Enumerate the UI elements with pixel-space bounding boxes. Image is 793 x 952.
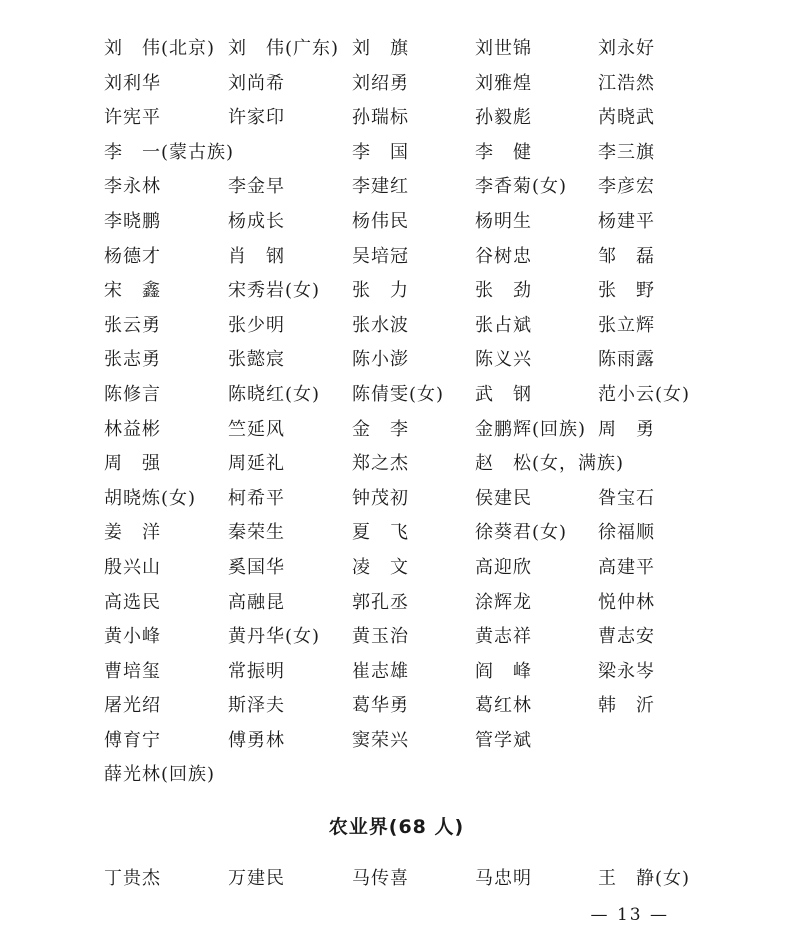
person-name: 刘永好 (598, 38, 655, 59)
person-name: 徐葵君(女) (475, 522, 568, 544)
person-name: 侯建民 (475, 487, 532, 509)
person-name: 陈修言 (104, 383, 161, 405)
person-name: 黄丹华(女) (228, 626, 321, 648)
person-name: 刘 旗 (352, 38, 409, 59)
person-name: 昝宝石 (598, 487, 655, 509)
person-name: 陈晓红(女) (228, 383, 321, 405)
name-row (104, 309, 744, 344)
page-number: — 13 — (590, 905, 669, 925)
name-row (104, 551, 744, 586)
person-name: 张云勇 (104, 314, 161, 336)
person-name: 万建民 (228, 868, 285, 889)
person-name: 竺延风 (228, 418, 285, 440)
person-name: 张占斌 (475, 314, 532, 336)
person-name: 郑之杰 (352, 453, 409, 475)
person-name: 管学斌 (475, 729, 532, 751)
name-row (104, 586, 744, 621)
person-name: 林益彬 (104, 418, 161, 440)
person-name: 陈倩雯(女) (352, 383, 445, 405)
person-name: 肖 钢 (228, 245, 285, 267)
person-name: 傅勇林 (228, 729, 285, 751)
person-name: 陈义兴 (475, 349, 532, 371)
name-row (104, 516, 744, 551)
person-name: 杨德才 (104, 245, 161, 267)
person-name: 韩 沂 (598, 695, 655, 717)
person-name: 金 李 (352, 418, 409, 440)
person-name: 胡晓炼(女) (104, 487, 197, 509)
person-name: 斯泽夫 (228, 695, 285, 717)
person-name: 黄小峰 (104, 626, 161, 648)
name-row (104, 655, 744, 690)
name-row (104, 240, 744, 275)
person-name: 高选民 (104, 591, 161, 613)
name-row (104, 413, 744, 448)
person-name: 张懿宸 (228, 349, 285, 371)
person-name: 梁永岑 (598, 660, 655, 682)
person-name: 吴培冠 (352, 245, 409, 267)
person-name: 刘 伟(广东) (228, 38, 340, 59)
person-name: 陈雨露 (598, 349, 655, 371)
person-name: 窦荣兴 (352, 729, 409, 751)
person-name: 曹培玺 (104, 660, 161, 682)
person-name: 杨明生 (475, 210, 532, 232)
person-name: 黄玉治 (352, 626, 409, 648)
person-name: 张水波 (352, 314, 409, 336)
person-name: 刘利华 (104, 72, 161, 94)
name-row (104, 205, 744, 240)
person-name: 凌 文 (352, 556, 409, 578)
person-name: 郭孔丞 (352, 591, 409, 613)
person-name: 曹志安 (598, 626, 655, 648)
name-row (104, 101, 744, 136)
person-name: 常振明 (228, 660, 285, 682)
name-row (104, 32, 744, 67)
person-name: 范小云(女) (598, 383, 691, 405)
person-name: 殷兴山 (104, 556, 161, 578)
person-name: 葛华勇 (352, 695, 409, 717)
person-name: 悦仲林 (598, 591, 655, 613)
name-row (104, 447, 744, 482)
person-name: 高迎欣 (475, 556, 532, 578)
person-name: 宋 鑫 (104, 280, 161, 302)
person-name: 张志勇 (104, 349, 161, 371)
person-name: 赵 松(女，满族) (475, 453, 625, 475)
name-list (104, 32, 744, 793)
person-name: 李 一(蒙古族) (104, 141, 235, 163)
person-name: 刘雅煌 (475, 72, 532, 94)
name-row (104, 274, 744, 309)
person-name: 李三旗 (598, 141, 655, 163)
person-name: 杨成长 (228, 210, 285, 232)
person-name: 李金早 (228, 176, 285, 198)
person-name: 薛光林(回族) (104, 764, 216, 786)
person-name: 李永林 (104, 176, 161, 198)
person-name: 黄志祥 (475, 626, 532, 648)
person-name: 屠光绍 (104, 695, 161, 717)
person-name: 邹 磊 (598, 245, 655, 267)
person-name: 孙瑞标 (352, 107, 409, 129)
person-name: 高建平 (598, 556, 655, 578)
person-name: 张少明 (228, 314, 285, 336)
person-name: 奚国华 (228, 556, 285, 578)
person-name: 李晓鹏 (104, 210, 161, 232)
person-name: 周 勇 (598, 418, 655, 440)
name-row (104, 620, 744, 655)
person-name: 李 健 (475, 141, 532, 163)
person-name: 钟茂初 (352, 487, 409, 509)
name-row (104, 689, 744, 724)
name-row (104, 378, 744, 413)
person-name: 宋秀岩(女) (228, 280, 321, 302)
person-name: 周 强 (104, 453, 161, 475)
person-name: 刘绍勇 (352, 72, 409, 94)
person-name: 李香菊(女) (475, 176, 568, 198)
name-row (104, 67, 744, 102)
section-title-agriculture: 农业界(68 人) (328, 816, 465, 838)
person-name: 刘尚希 (228, 72, 285, 94)
person-name: 姜 洋 (104, 522, 161, 544)
person-name: 江浩然 (598, 72, 655, 94)
person-name: 许宪平 (104, 107, 161, 129)
person-name: 武 钢 (475, 383, 532, 405)
person-name: 金鹏辉(回族) (475, 418, 587, 440)
person-name: 秦荣生 (228, 522, 285, 544)
name-row (104, 170, 744, 205)
name-row (104, 758, 744, 793)
person-name: 柯希平 (228, 487, 285, 509)
name-row (104, 482, 744, 517)
name-row (104, 343, 744, 378)
name-list-agriculture (104, 862, 744, 897)
name-row (104, 136, 744, 171)
person-name: 阎 峰 (475, 660, 532, 682)
person-name: 张 劲 (475, 280, 532, 302)
person-name: 许家印 (228, 107, 285, 129)
person-name: 刘 伟(北京) (104, 38, 216, 59)
person-name: 刘世锦 (475, 38, 532, 59)
person-name: 陈小澎 (352, 349, 409, 371)
person-name: 夏 飞 (352, 522, 409, 544)
person-name: 葛红林 (475, 695, 532, 717)
person-name: 周延礼 (228, 453, 285, 475)
person-name: 杨伟民 (352, 210, 409, 232)
person-name: 谷树忠 (475, 245, 532, 267)
person-name: 张 力 (352, 280, 409, 302)
person-name: 马传喜 (352, 868, 409, 889)
person-name: 王 静(女) (598, 868, 691, 889)
person-name: 傅育宁 (104, 729, 161, 751)
person-name: 李建红 (352, 176, 409, 198)
person-name: 崔志雄 (352, 660, 409, 682)
person-name: 芮晓武 (598, 107, 655, 129)
person-name: 张立辉 (598, 314, 655, 336)
person-name: 丁贵杰 (104, 868, 161, 889)
name-row (104, 862, 744, 897)
name-row (104, 724, 744, 759)
person-name: 张 野 (598, 280, 655, 302)
person-name: 杨建平 (598, 210, 655, 232)
person-name: 涂辉龙 (475, 591, 532, 613)
person-name: 孙毅彪 (475, 107, 532, 129)
person-name: 马忠明 (475, 868, 532, 889)
person-name: 高融昆 (228, 591, 285, 613)
person-name: 徐福顺 (598, 522, 655, 544)
person-name: 李 国 (352, 141, 409, 163)
person-name: 李彦宏 (598, 176, 655, 198)
